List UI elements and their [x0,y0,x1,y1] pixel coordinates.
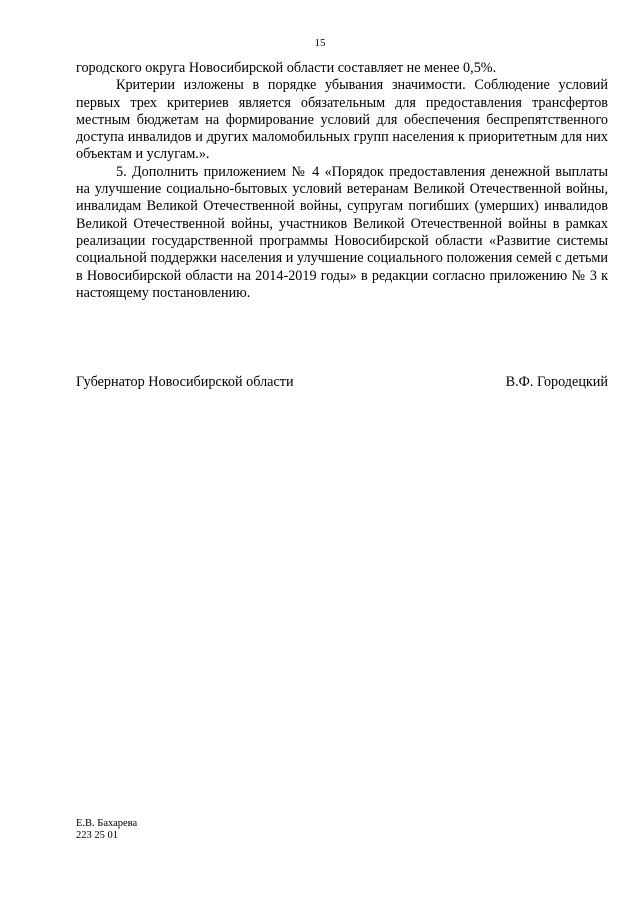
signatory-name: В.Ф. Городецкий [505,374,608,390]
executor-name: Е.В. Бахарева [76,818,138,829]
paragraph-criteria: Критерии изложены в порядке убывания значимости. Соблюдение условий первых трех критериев является обязательным для предоставления трансфертов местным бюджетам на формирование условий для обеспечения беспрепятственного доступа инвалидов и других маломобильных групп населения к приоритетным для них объектам и услугам.». [76,77,608,163]
page-number: 15 [314,37,326,49]
paragraph-item-5: 5. Дополнить приложением № 4 «Порядок предоставления денежной выплаты на улучшение социально-бытовых условий ветеранам Великой Отечественной войны, инвалидам Великой Отечественной войны, супругам погибших (умерших) инвалидов Великой Отечественной войны, участников Великой Отечественной войны в рамках реализации государственной программы Новосибирской области «Развитие системы социальной поддержки населения и улучшение социального положения семей с детьми в Новосибирской области на 2014-2019 годы» в редакции согласно приложению № 3 к настоящему постановлению. [76,163,608,301]
paragraph-continuation: городского округа Новосибирской области составляет не менее 0,5%. [76,60,497,76]
document-body [76,60,608,302]
signatory-position: Губернатор Новосибирской области [76,374,294,390]
executor-phone: 223 25 01 [76,830,118,841]
executor-block [76,818,137,842]
